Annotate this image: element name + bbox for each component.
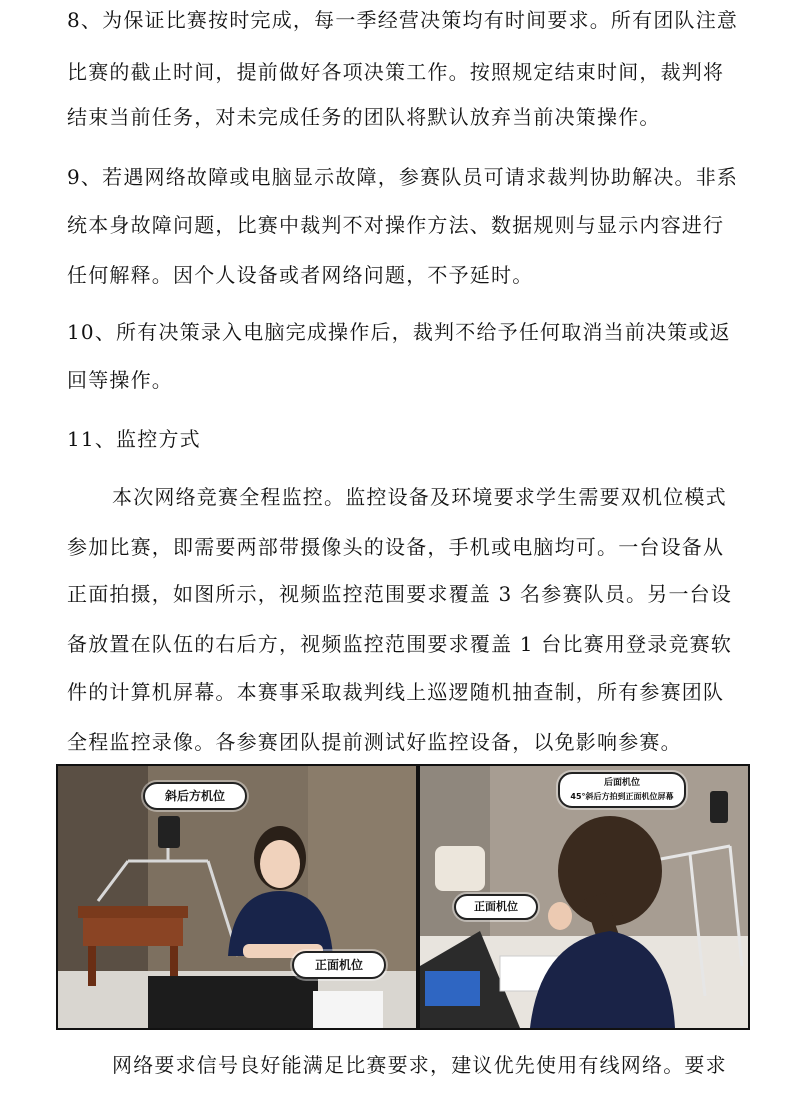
rear-view-photo [420, 766, 748, 1028]
section-11-heading: 11、监控方式 [67, 427, 201, 451]
rear-camera-callout-subtitle: 45°斜后方拍到正面机位屏幕 [570, 792, 674, 801]
para-9-line-1: 9、若遇网络故障或电脑显示故障，参赛队员可请求裁判协助解决。非系 [67, 165, 739, 189]
monitor-para-line-5: 件的计算机屏幕。本赛事采取裁判线上巡逻随机抽查制，所有参赛团队 [67, 680, 725, 704]
network-requirement-line: 网络要求信号良好能满足比赛要求，建议优先使用有线网络。要求 [112, 1053, 727, 1077]
monitor-para-line-3: 正面拍摄，如图所示，视频监控范围要求覆盖 3 名参赛队员。另一台设 [67, 582, 733, 606]
para-8-line-3: 结束当前任务，对未完成任务的团队将默认放弃当前决策操作。 [67, 105, 661, 129]
monitor-para-line-1: 本次网络竞赛全程监控。监控设备及环境要求学生需要双机位模式 [112, 485, 727, 509]
para-10-line-1: 10、所有决策录入电脑完成操作后，裁判不给予任何取消当前决策或返 [67, 320, 731, 344]
para-9-line-3: 任何解释。因个人设备或者网络问题，不予延时。 [67, 263, 534, 287]
para-9-line-2: 统本身故障问题，比赛中裁判不对操作方法、数据规则与显示内容进行 [67, 213, 725, 237]
monitor-para-line-6: 全程监控录像。各参赛团队提前测试好监控设备，以免影响参赛。 [67, 730, 682, 754]
front-view-photo [58, 766, 416, 1028]
para-10-line-2: 回等操作。 [67, 368, 173, 392]
para-8-line-1: 8、为保证比赛按时完成，每一季经营决策均有时间要求。所有团队注意 [67, 8, 739, 32]
monitor-para-line-2: 参加比赛，即需要两部带摄像头的设备，手机或电脑均可。一台设备从 [67, 535, 725, 559]
rear-camera-callout [558, 772, 686, 808]
para-8-line-2: 比赛的截止时间，提前做好各项决策工作。按照规定结束时间，裁判将 [67, 60, 725, 84]
monitor-para-line-4: 备放置在队伍的右后方，视频监控范围要求覆盖 1 台比赛用登录竞赛软 [67, 632, 733, 656]
rear-angle-camera-callout: 斜后方机位 [143, 782, 247, 810]
rear-camera-callout-title: 后面机位 [603, 778, 640, 788]
camera-setup-figure [56, 764, 750, 1030]
front-camera-callout-left: 正面机位 [292, 951, 386, 979]
front-camera-callout-right: 正面机位 [454, 894, 538, 920]
